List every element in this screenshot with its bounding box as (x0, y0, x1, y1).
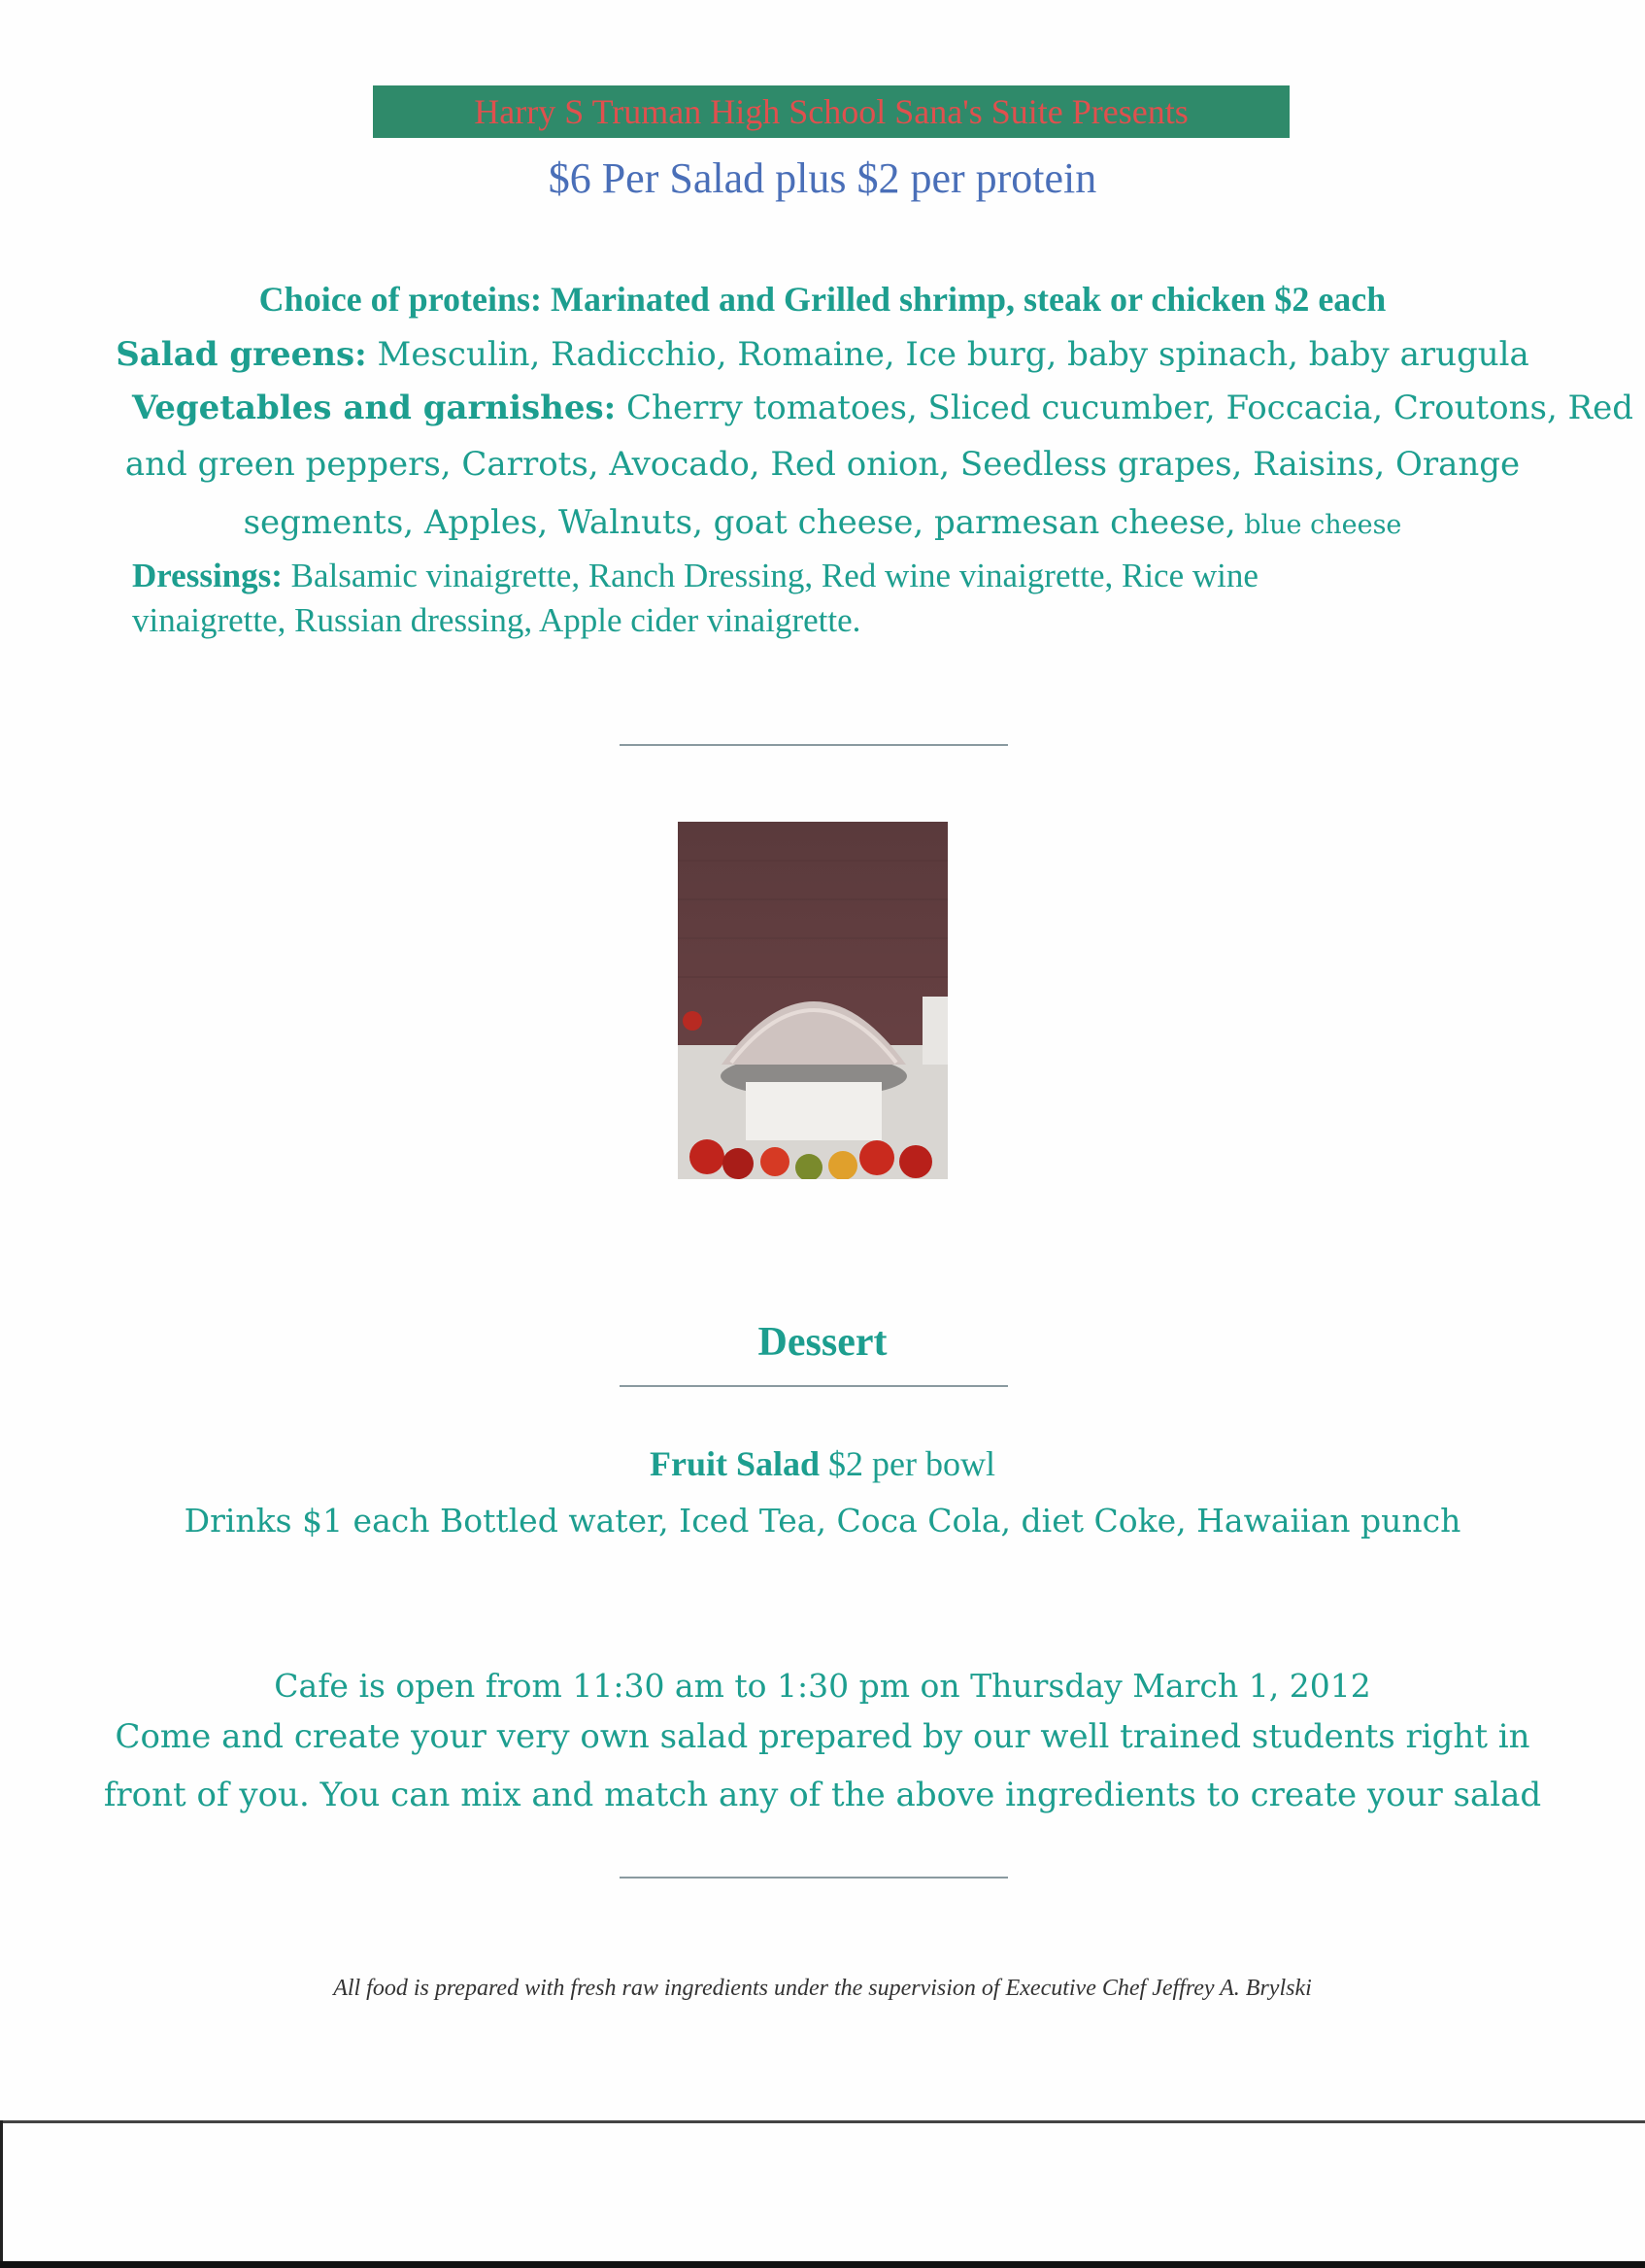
drinks-line: Drinks $1 each Bottled water, Iced Tea, Coca Cola, diet Coke, Hawaiian punch (184, 1502, 1461, 1540)
vegetables-text-1: Cherry tomatoes, Sliced cucumber, Foccacia, Croutons, Red (616, 389, 1634, 427)
vegetables-text-3: segments, Apples, Walnuts, goat cheese, parmesan cheese, (243, 503, 1236, 542)
cafe-hours: Cafe is open from 11:30 am to 1:30 pm on Thursday March 1, 2012 (274, 1667, 1371, 1705)
dressings-text: Balsamic vinaigrette, Ranch Dressing, Red wine vinaigrette, Rice wine vinaigrette, Russian dressing, Apple cider vinaigrette. (132, 557, 1259, 639)
greens-label: Salad greens: (116, 335, 367, 374)
dressings-label: Dressings: (132, 557, 283, 594)
vegetables-line-1 (132, 389, 1634, 427)
footer-note: All food is prepared with fresh raw ingredients under the supervision of Executive Chef Jeffrey A. Brylski (333, 1976, 1312, 2001)
salad-photo (678, 822, 948, 1179)
scan-edge-top (0, 2120, 1645, 2123)
fruit-salad-line (0, 1443, 1645, 1484)
greens-text: Mesculin, Radicchio, Romaine, Ice burg, baby spinach, baby arugula (366, 335, 1529, 374)
proteins-line: Choice of proteins: Marinated and Grilled shrimp, steak or chicken $2 each (258, 280, 1387, 319)
dessert-heading: Dessert (757, 1320, 888, 1365)
create-line-1: Come and create your very own salad prepared by our well trained students right in (115, 1717, 1530, 1756)
fruit-salad-label: Fruit Salad (650, 1444, 821, 1483)
create-line-2: front of you. You can mix and match any of the above ingredients to create your salad (103, 1776, 1542, 1814)
vegetables-text-3-small: blue cheese (1235, 510, 1402, 540)
scan-edge-left (0, 2120, 3, 2268)
title-banner: Harry S Truman High School Sana's Suite Presents (373, 85, 1290, 138)
vegetables-label: Vegetables and garnishes: (132, 389, 617, 427)
divider-top (620, 744, 1008, 746)
dressings-paragraph (132, 554, 1394, 643)
scan-edge-bottom (0, 2261, 1645, 2268)
greens-line (0, 335, 1645, 374)
divider-dessert (620, 1385, 1008, 1387)
divider-bottom (620, 1877, 1008, 1879)
price-heading: $6 Per Salad plus $2 per protein (548, 154, 1097, 202)
vegetables-line-2: and green peppers, Carrots, Avocado, Red onion, Seedless grapes, Raisins, Orange (124, 445, 1521, 484)
vegetables-line-3 (0, 503, 1645, 545)
fruit-salad-price: $2 per bowl (820, 1444, 995, 1483)
